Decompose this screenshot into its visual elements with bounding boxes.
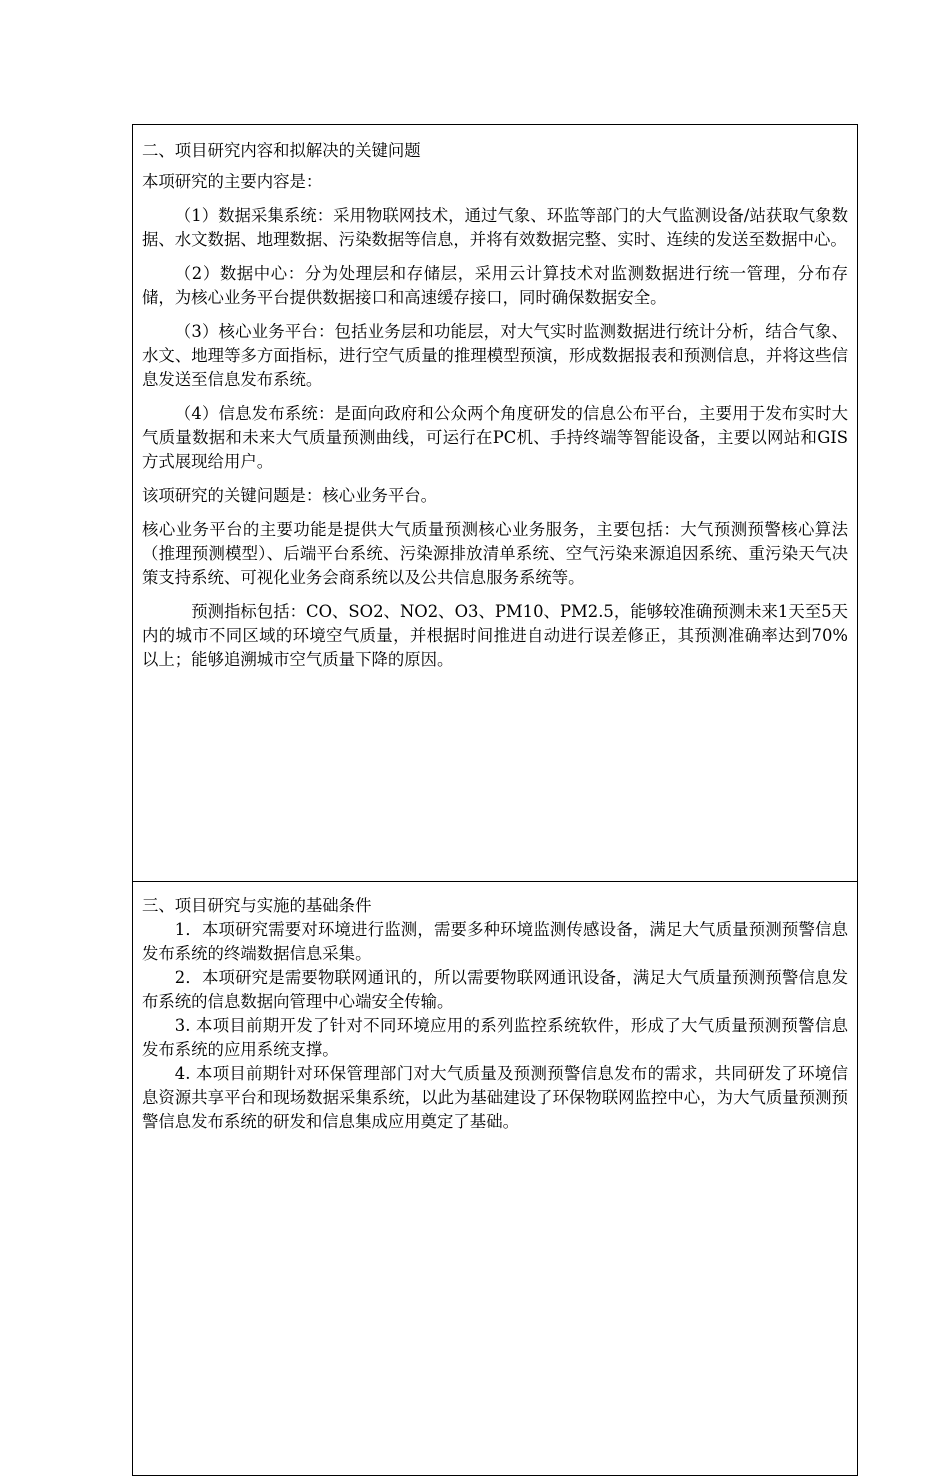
condition-item-1: 1．本项研究需要对环境进行监测，需要多种环境监测传感设备，满足大气质量预测预警信息发布系统的终端数据信息采集。 [142, 920, 848, 963]
research-content-cell [133, 125, 857, 882]
section3-heading: 三、项目研究与实施的基础条件 [142, 896, 372, 915]
core-functions: 核心业务平台的主要功能是提供大气质量预测核心业务服务，主要包括：大气预测预警核心算法（推理预测模型）、后端平台系统、污染源排放清单系统、空气污染来源追因系统、重污染天气决策支持系统、可视化业务会商系统以及公共信息服务系统等。 [142, 520, 848, 587]
section2-intro: 本项研究的主要内容是： [142, 172, 323, 191]
foundation-conditions-cell [133, 882, 857, 1475]
key-problem: 该项研究的关键问题是：核心业务平台。 [142, 486, 438, 505]
content-item-1: （1）数据采集系统：采用物联网技术，通过气象、环监等部门的大气监测设备/站获取气象数据、水文数据、地理数据、污染数据等信息，并将有效数据完整、实时、连续的发送至数据中心。 [142, 206, 848, 249]
section2-heading: 二、项目研究内容和拟解决的关键问题 [142, 141, 421, 160]
content-item-4: （4）信息发布系统：是面向政府和公众两个角度研发的信息公布平台，主要用于发布实时大气质量数据和未来大气质量预测曲线，可运行在PC机、手持终端等智能设备，主要以网站和GIS方式展现给用户。 [142, 404, 848, 471]
condition-item-4: 4. 本项目前期针对环保管理部门对大气质量及预测预警信息发布的需求，共同研发了环境信息资源共享平台和现场数据采集系统，以此为基础建设了环保物联网监控中心，为大气质量预测预警信息发布系统的研发和信息集成应用奠定了基础。 [142, 1064, 848, 1131]
condition-item-2: 2．本项研究是需要物联网通讯的，所以需要物联网通讯设备，满足大气质量预测预警信息发布系统的信息数据向管理中心端安全传输。 [142, 968, 848, 1011]
condition-item-3: 3. 本项目前期开发了针对不同环境应用的系列监控系统软件，形成了大气质量预测预警信息发布系统的应用系统支撑。 [142, 1016, 848, 1059]
content-item-2: （2）数据中心：分为处理层和存储层，采用云计算技术对监测数据进行统一管理，分布存储，为核心业务平台提供数据接口和高速缓存接口，同时确保数据安全。 [142, 264, 848, 307]
form-table [132, 124, 858, 1476]
content-item-3: （3）核心业务平台：包括业务层和功能层，对大气实时监测数据进行统计分析，结合气象、水文、地理等多方面指标，进行空气质量的推理模型预演，形成数据报表和预测信息，并将这些信息发送至信息发布系统。 [142, 322, 848, 389]
prediction-indicators: 预测指标包括：CO、SO2、NO2、O3、PM10、PM2.5，能够较准确预测未来1天至5天内的城市不同区域的环境空气质量，并根据时间推进自动进行误差修正，其预测准确率达到70%以上；能够追溯城市空气质量下降的原因。 [142, 602, 848, 669]
